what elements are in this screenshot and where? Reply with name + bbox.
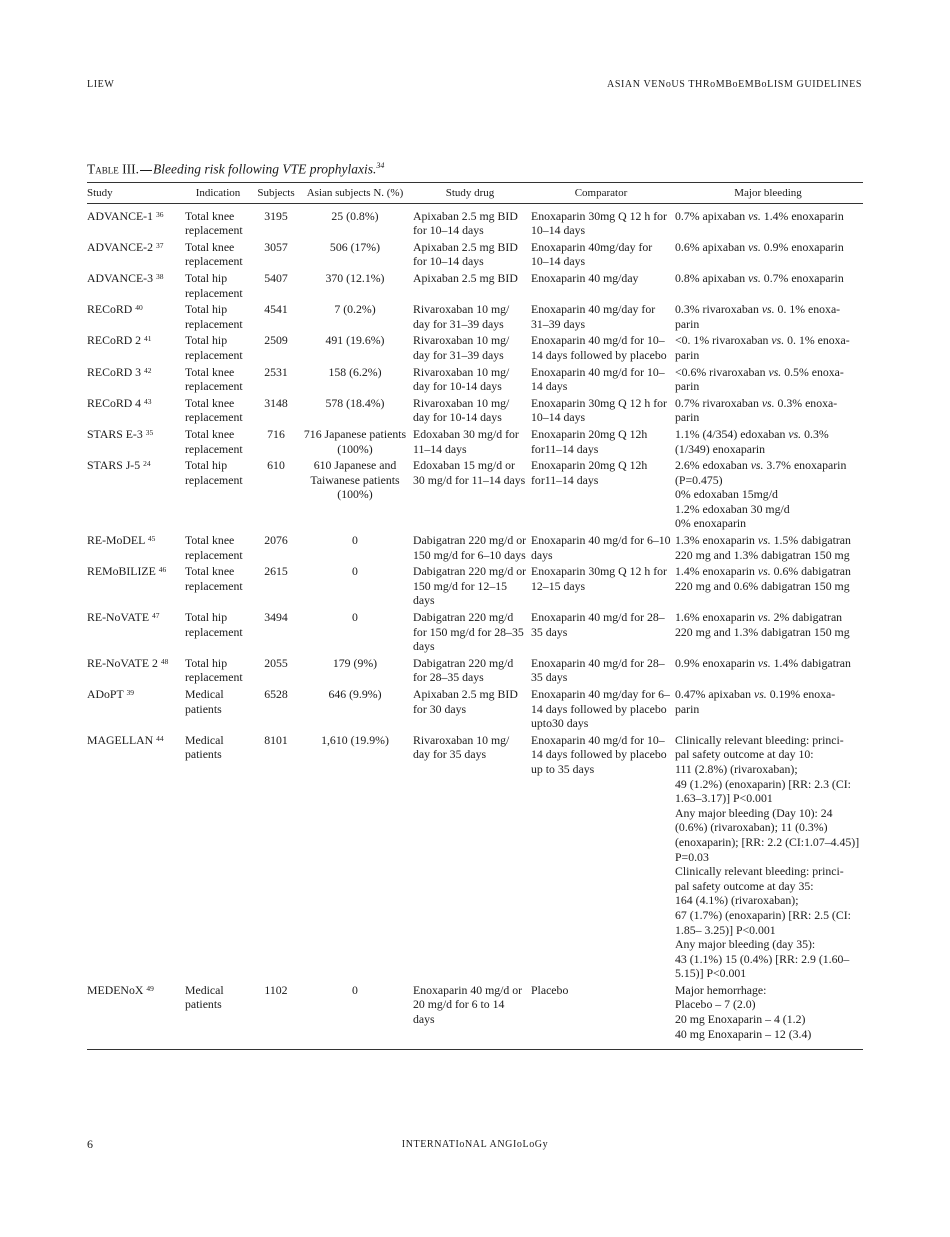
table-row (87, 982, 863, 1050)
table-row (87, 395, 863, 426)
cell-asian-subjects: 1,610 (19.9%) (321, 732, 389, 747)
cell-study-drug: Rivaroxaban 10 mg/ day for 35 days (413, 732, 510, 762)
cell-study-drug: Apixaban 2.5 mg BID (413, 270, 518, 285)
cell-study-drug: Rivaroxaban 10 mg/ day for 31–39 days (413, 333, 510, 362)
column-header-study-drug: Study drug (411, 183, 529, 204)
bleeding-line: 2.6% edoxaban vs. 3.7% enoxaparin (P=0.475) (675, 458, 847, 487)
cell-major-bleeding (673, 532, 863, 563)
cell-subjects: 3195 (264, 208, 288, 223)
table-row (87, 457, 863, 532)
column-header-indication: Indication (183, 183, 253, 204)
cell-major-bleeding (673, 563, 863, 609)
cell-subjects: 3148 (264, 395, 288, 410)
cell-study (87, 203, 183, 239)
table-row (87, 732, 863, 982)
bleeding-line: Major hemorrhage: (675, 982, 767, 997)
cell-study (87, 982, 183, 1050)
study-name: RECoRD 3 (87, 364, 142, 379)
cell-major-bleeding (673, 203, 863, 239)
study-name: STARS E-3 (87, 426, 143, 441)
cell-comparator: Enoxaparin 40 mg/day for 31–39 days (531, 302, 656, 331)
cell-study-drug: Rivaroxaban 10 mg/ day for 31–39 days (413, 302, 510, 331)
bleeding-line: 111 (2.8%) (rivaroxaban); (675, 761, 798, 776)
cell-study-drug: Dabigatran 220 mg/d for 28–35 days (413, 655, 514, 685)
study-reference: 44 (156, 733, 164, 743)
cell-major-bleeding (673, 239, 863, 270)
cell-asian-subjects: 0 (352, 533, 358, 548)
cell-indication: Total hip replacement (185, 333, 243, 362)
cell-major-bleeding (673, 332, 863, 363)
bleeding-line: Placebo – 7 (2.0) (675, 997, 756, 1012)
bleeding-line: 40 mg Enoxaparin – 12 (3.4) (675, 1026, 812, 1041)
cell-asian-subjects: 0 (299, 982, 411, 1050)
study-reference: 43 (144, 396, 152, 406)
bleeding-line: Any major bleeding (Day 10): 24 (0.6%) (rivaroxaban); 11 (0.3%) (enoxaparin); [RR: 2.2 (CI:1.07–4.45)] P=0.03 (675, 805, 860, 864)
cell-indication: Total knee replacement (185, 564, 243, 593)
table-row (87, 532, 863, 563)
cell-indication: Total knee replacement (185, 364, 243, 394)
cell-study (87, 563, 183, 609)
cell-subjects: 2509 (264, 333, 288, 348)
cell-indication: Total knee replacement (185, 533, 243, 562)
study-reference: 35 (145, 427, 154, 437)
study-name: ADVANCE-2 (87, 239, 153, 254)
cell-asian-subjects: 179 (9%) (332, 655, 378, 670)
bleeding-line: 1.6% enoxaparin vs. 2% dabigatran 220 mg and 1.3% dabigatran 150 mg (675, 610, 850, 639)
cell-subjects: 8101 (264, 732, 288, 747)
bleeding-line: 1.3% enoxaparin vs. 1.5% dabigatran 220 mg and 1.3% dabigatran 150 mg (675, 533, 851, 562)
study-reference: 39 (126, 688, 134, 697)
bleeding-line: 0% edoxaban 15mg/d (675, 487, 778, 502)
page-number: 6 (87, 1137, 93, 1151)
bleeding-line: Clinically relevant bleeding: princi- pal safety outcome at day 35: (675, 864, 844, 893)
study-reference: 42 (144, 365, 152, 375)
cell-comparator: Enoxaparin 40mg/day for 10–14 days (531, 239, 653, 269)
column-header-asian-subjects: Asian subjects N. (%) (299, 183, 411, 204)
cell-comparator: Enoxaparin 20mg Q 12h for11–14 days (531, 426, 648, 456)
cell-study (87, 457, 183, 532)
cell-study (87, 239, 183, 270)
study-reference: 38 (155, 271, 164, 281)
cell-indication: Total hip replacement (185, 270, 243, 300)
cell-subjects: 1102 (253, 982, 299, 1050)
cell-study (87, 609, 183, 655)
cell-major-bleeding (673, 732, 863, 982)
column-header-comparator: Comparator (529, 183, 673, 204)
cell-indication: Total hip replacement (185, 302, 243, 331)
study-reference: 45 (147, 534, 156, 544)
cell-indication: Total knee replacement (185, 395, 243, 425)
table-row (87, 426, 863, 457)
study-name: ADVANCE-3 (87, 270, 153, 285)
cell-study (87, 332, 183, 363)
cell-asian-subjects: 0 (352, 610, 358, 625)
cell-subjects: 3494 (264, 610, 288, 625)
bleeding-line: Any major bleeding (day 35): (675, 937, 816, 952)
bleeding-line: 0.8% apixaban vs. 0.7% enoxaparin (675, 270, 844, 285)
running-head-title: ASIAN VENoUS THRoMBoEMBoLISM GUIDELINES (607, 79, 862, 90)
study-reference: 24 (143, 459, 151, 469)
bleeding-line: 43 (1.1%) 15 (0.4%) [RR: 2.9 (1.60–5.15)] P<0.001 (675, 951, 850, 981)
cell-asian-subjects: 491 (19.6%) (325, 333, 385, 348)
running-head-author: LIEW (87, 79, 115, 90)
cell-major-bleeding (673, 301, 863, 332)
cell-study-drug: Apixaban 2.5 mg BID for 10–14 days (413, 208, 518, 238)
study-name: ADoPT (87, 687, 124, 701)
cell-asian-subjects: 716 Japanese patients (100%) (303, 426, 407, 456)
cell-major-bleeding (673, 364, 863, 395)
study-name: RE-MoDEL (87, 533, 145, 548)
study-reference: 47 (152, 611, 160, 621)
cell-study (87, 270, 183, 301)
table-row (87, 239, 863, 270)
column-header-subjects: Subjects (253, 183, 299, 204)
table-row (87, 686, 863, 732)
table-row (87, 609, 863, 655)
table-row (87, 364, 863, 395)
cell-comparator: Enoxaparin 40 mg/d for 6–10 days (531, 533, 671, 562)
study-name: RECoRD 4 (87, 395, 142, 410)
cell-indication: Total hip replacement (185, 655, 243, 685)
cell-comparator: Enoxaparin 40 mg/d for 10–14 days (531, 364, 665, 394)
cell-study-drug: Rivaroxaban 10 mg/ day for 10-14 days (413, 364, 510, 394)
cell-study (87, 686, 183, 732)
table-caption (87, 161, 384, 178)
bleeding-line: 0.7% apixaban vs. 1.4% enoxaparin (675, 208, 844, 223)
cell-subjects: 3057 (264, 239, 288, 254)
column-header-study: Study (87, 183, 183, 204)
study-name: MEDENoX (87, 982, 144, 997)
study-reference: 48 (160, 656, 169, 666)
bleeding-line: Clinically relevant bleeding: princi- pal safety outcome at day 10: (675, 732, 844, 762)
bleeding-line: 0.3% rivaroxaban vs. 0. 1% enoxa- parin (675, 302, 841, 331)
bleeding-line: 0.7% rivaroxaban vs. 0.3% enoxa- parin (675, 395, 838, 425)
cell-asian-subjects: 578 (18.4%) (325, 395, 385, 410)
cell-subjects: 4541 (264, 302, 288, 317)
cell-subjects: 2531 (264, 364, 288, 379)
cell-major-bleeding (673, 982, 863, 1050)
cell-major-bleeding (673, 270, 863, 301)
bleeding-line: 1.1% (4/354) edoxaban vs. 0.3% (1/349) enoxaparin (675, 426, 829, 456)
bleeding-line: 67 (1.7%) (enoxaparin) [RR: 2.5 (CI: 1.85– 3.25)] P<0.001 (675, 907, 851, 937)
cell-asian-subjects: 370 (12.1%) (325, 270, 385, 285)
cell-subjects: 5407 (264, 270, 288, 285)
cell-subjects: 2055 (264, 655, 288, 670)
study-reference: 46 (158, 565, 167, 575)
cell-study-drug: Dabigatran 220 mg/d for 150 mg/d for 28–35 days (413, 610, 524, 654)
table-row (87, 270, 863, 301)
cell-major-bleeding (673, 426, 863, 457)
cell-comparator: Enoxaparin 30mg Q 12 h for 12–15 days (531, 564, 667, 593)
table-row (87, 203, 863, 239)
bleeding-line: 0% enoxaparin (675, 516, 747, 531)
table-header-row (87, 183, 863, 204)
study-name: REMoBILIZE (87, 564, 156, 579)
column-header-major-bleeding: Major bleeding (673, 183, 863, 204)
cell-comparator: Enoxaparin 40 mg/d for 28–35 days (531, 655, 665, 685)
cell-study-drug: Apixaban 2.5 mg BID for 10–14 days (413, 239, 518, 269)
cell-study-drug: Enoxaparin 40 mg/d or 20 mg/d for 6 to 14 days (411, 982, 529, 1050)
study-reference: 49 (146, 983, 154, 993)
bleeding-line: 164 (4.1%) (rivaroxaban); (675, 893, 799, 908)
cell-asian-subjects: 610 Japanese and Taiwanese patients (100%) (310, 458, 400, 502)
table-row (87, 332, 863, 363)
cell-study-drug: Edoxaban 30 mg/d for 11–14 days (413, 426, 519, 456)
cell-comparator: Placebo (529, 982, 673, 1050)
caption-dash (140, 170, 152, 171)
cell-subjects: 716 (267, 426, 285, 441)
bleeding-line: 1.2% edoxaban 30 mg/d (675, 501, 790, 516)
table-row (87, 655, 863, 686)
cell-major-bleeding (673, 686, 863, 732)
cell-study (87, 364, 183, 395)
cell-subjects: 610 (267, 458, 285, 473)
cell-major-bleeding (673, 457, 863, 532)
cell-major-bleeding (673, 395, 863, 426)
cell-major-bleeding (673, 655, 863, 686)
cell-comparator: Enoxaparin 40 mg/d for 10–14 days followed by placebo up to 35 days (531, 732, 667, 776)
cell-study-drug: Edoxaban 15 mg/d or 30 mg/d for 11–14 days (413, 458, 526, 487)
bleeding-line: <0.6% rivaroxaban vs. 0.5% enoxa- parin (675, 364, 844, 394)
study-reference: 40 (135, 303, 143, 313)
bleeding-line: 1.4% enoxaparin vs. 0.6% dabigatran 220 mg and 0.6% dabigatran 150 mg (675, 564, 851, 593)
bleeding-risk-table (87, 182, 863, 1050)
cell-asian-subjects: 158 (6.2%) (328, 364, 382, 379)
study-name: ADVANCE-1 (87, 208, 153, 223)
cell-study (87, 426, 183, 457)
study-reference: 41 (144, 334, 152, 344)
cell-study-drug: Dabigatran 220 mg/d or 150 mg/d for 6–10 days (413, 533, 527, 562)
cell-comparator: Enoxaparin 30mg Q 12 h for 10–14 days (531, 208, 667, 238)
cell-asian-subjects: 25 (0.8%) (331, 208, 379, 223)
cell-study (87, 655, 183, 686)
bleeding-line: <0. 1% rivaroxaban vs. 0. 1% enoxa- parin (675, 333, 850, 362)
cell-study (87, 732, 183, 982)
bleeding-line: 20 mg Enoxaparin – 4 (1.2) (675, 1012, 806, 1027)
study-reference: 36 (155, 209, 164, 219)
cell-indication: Total knee replacement (185, 208, 243, 238)
cell-study (87, 532, 183, 563)
cell-comparator: Enoxaparin 20mg Q 12h for11–14 days (531, 458, 648, 487)
cell-comparator: Enoxaparin 30mg Q 12 h for 10–14 days (531, 395, 667, 425)
cell-subjects: 2076 (264, 533, 288, 548)
study-name: RE-NoVATE 2 (87, 655, 158, 670)
cell-indication: Medical patients (183, 982, 253, 1050)
cell-indication: Total knee replacement (185, 239, 243, 269)
study-reference: 37 (155, 240, 164, 250)
cell-asian-subjects: 646 (9.9%) (328, 687, 382, 701)
cell-study-drug: Rivaroxaban 10 mg/ day for 10-14 days (413, 395, 510, 425)
cell-study-drug: Dabigatran 220 mg/d or 150 mg/d for 12–15 days (413, 564, 527, 608)
cell-subjects: 2615 (264, 564, 288, 579)
cell-study (87, 301, 183, 332)
study-name: RECoRD 2 (87, 333, 142, 348)
table-label: Table III. (87, 161, 139, 177)
cell-study (87, 395, 183, 426)
journal-name: INTERNATIoNAL ANGIoLoGy (401, 1139, 549, 1150)
bleeding-line: 49 (1.2%) (enoxaparin) [RR: 2.3 (CI: 1.63–3.17)] P<0.001 (675, 776, 851, 806)
table-body (87, 203, 863, 1050)
cell-indication: Medical patients (185, 687, 224, 716)
table-row (87, 563, 863, 609)
cell-asian-subjects: 506 (17%) (329, 239, 381, 254)
bleeding-line: 0.47% apixaban vs. 0.19% enoxa- parin (675, 687, 836, 716)
caption-ref: 34 (376, 161, 385, 170)
cell-comparator: Enoxaparin 40 mg/day (531, 270, 639, 285)
cell-comparator: Enoxaparin 40 mg/day for 6–14 days followed by placebo upto30 days (531, 687, 670, 731)
study-name: RECoRD (87, 302, 133, 317)
cell-indication: Total hip replacement (185, 610, 243, 639)
table-title: Bleeding risk following VTE prophylaxis. (152, 161, 377, 177)
cell-subjects: 6528 (264, 687, 288, 701)
study-name: STARS J-5 (87, 458, 141, 473)
bleeding-line: 0.9% enoxaparin vs. 1.4% dabigatran (675, 655, 851, 670)
cell-major-bleeding (673, 609, 863, 655)
cell-asian-subjects: 0 (352, 564, 358, 579)
cell-indication: Total knee replacement (185, 426, 243, 456)
table-row (87, 301, 863, 332)
cell-comparator: Enoxaparin 40 mg/d for 10–14 days followed by placebo (531, 333, 667, 362)
study-name: MAGELLAN (87, 732, 154, 747)
cell-indication: Total hip replacement (185, 458, 243, 487)
cell-indication: Medical patients (185, 732, 224, 762)
study-name: RE-NoVATE (87, 610, 150, 625)
cell-study-drug: Apixaban 2.5 mg BID for 30 days (413, 687, 518, 716)
cell-asian-subjects: 7 (0.2%) (334, 302, 376, 317)
bleeding-line: 0.6% apixaban vs. 0.9% enoxaparin (675, 239, 844, 254)
cell-comparator: Enoxaparin 40 mg/d for 28–35 days (531, 610, 665, 639)
